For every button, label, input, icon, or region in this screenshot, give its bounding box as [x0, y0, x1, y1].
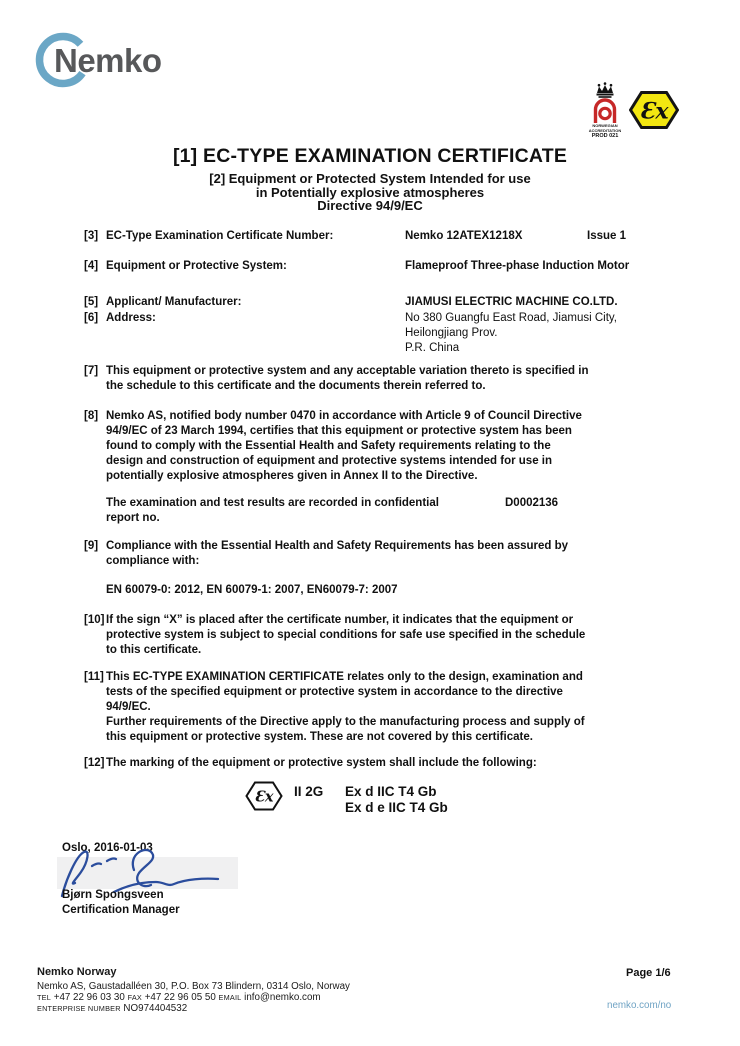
nemko-logo-text: Nemko — [54, 42, 162, 79]
item-number: [6] — [84, 312, 99, 324]
page-number: Page 1/6 — [626, 967, 671, 979]
tel-value: +47 22 96 03 30 — [53, 992, 125, 1003]
applicant-value: JIAMUSI ELECTRIC MACHINE CO.LTD. — [405, 296, 618, 308]
certificate-title: [1] EC-TYPE EXAMINATION CERTIFICATE — [172, 145, 568, 167]
item-number: [7] — [84, 365, 99, 377]
enterprise-value: NO974404532 — [123, 1003, 188, 1014]
norwegian-accreditation-mark-icon — [586, 82, 624, 140]
clause-9: [9] Compliance with the Essential Health and Safety Requirements has been assured by compliance with: — [84, 540, 569, 567]
website-link[interactable]: nemko.com/no — [607, 1000, 672, 1011]
item-number: [3] — [84, 230, 99, 242]
field-label: Equipment or Protective System: — [106, 260, 287, 272]
marking-ex-hexagon-icon — [245, 781, 283, 816]
certificate-title-block — [0, 145, 740, 213]
item-number: [8] — [84, 410, 99, 422]
email-label: EMAIL — [218, 993, 242, 1002]
clause-12: [12] The marking of the equipment or protective system shall include the following: — [84, 757, 537, 769]
fax-label: FAX — [127, 993, 142, 1002]
fax-value: +47 22 96 05 50 — [144, 992, 216, 1003]
tel-label: TEL — [37, 993, 51, 1002]
field-label: Address: — [106, 312, 156, 324]
signer-title: Certification Manager — [62, 904, 180, 916]
accreditation-prod-number: PROD 021 — [591, 133, 619, 139]
accreditation-label: NORWEGIAN ACCREDITATION — [588, 123, 622, 133]
item-number: [11] — [84, 671, 104, 683]
item-number: [12] — [84, 757, 105, 769]
confidential-report: The examination and test results are recorded in confidential report no. D0002136 — [106, 497, 559, 524]
item-number: [5] — [84, 296, 99, 308]
item-number: [4] — [84, 260, 99, 272]
field-label: Applicant/ Manufacturer: — [106, 296, 242, 308]
signer-name: Bjørn Spongsveen — [62, 889, 164, 901]
footer-company: Nemko Norway — [37, 966, 117, 978]
place-and-date: Oslo, 2016-01-03 — [62, 842, 153, 854]
title-subline-1: [2] Equipment or Protected System Intended for use — [209, 171, 531, 186]
issue-number: Issue 1 — [587, 230, 626, 242]
marking-category: II 2G — [294, 784, 324, 799]
title-subline-3: Directive 94/9/EC — [317, 198, 423, 213]
title-subline-2: in Potentially explosive atmospheres — [255, 184, 485, 200]
atex-ex-logo-icon — [629, 91, 679, 134]
footer-contact — [37, 992, 321, 1003]
certificate-number-value: Nemko 12ATEX1218X — [405, 230, 523, 242]
report-number: D0002136 — [505, 497, 559, 509]
equipment-value: Flameproof Three-phase Induction Motor — [405, 260, 630, 272]
marking-ex-glyph: Ɛx — [254, 788, 274, 806]
nemko-logo-icon — [33, 28, 208, 92]
standards-list: EN 60079-0: 2012, EN 60079-1: 2007, EN60079-7: 2007 — [106, 584, 398, 596]
address-value: No 380 Guangfu East Road, Jiamusi City, Heilongjiang Prov. P.R. China — [405, 312, 618, 354]
clause-8: [8] Nemko AS, notified body number 0470 in accordance with Article 9 of Council Directive 94/9/EC of 23 March 1994, certifies that this equipment or protective system has been found to comply with the Essential Health and Safety requirements relating to the design and construction of equipment and protective systems intended for use in potentially explosive atmospheres given in Annex II to the Directive. — [84, 410, 582, 482]
atex-ex-glyph: Ɛx — [639, 98, 669, 125]
item-number: [10] — [84, 614, 105, 626]
field-label: EC-Type Examination Certificate Number: — [106, 230, 334, 242]
item-number: [9] — [84, 540, 99, 552]
email-value: info@nemko.com — [244, 992, 321, 1003]
clause-10: [10] If the sign “X” is placed after the certificate number, it indicates that the equipment or protective system is subject to special conditions for safe use specified in the schedule to this certificate. — [84, 614, 586, 656]
enterprise-label: ENTERPRISE NUMBER — [37, 1004, 121, 1013]
footer-address: Nemko AS, Gaustadalléen 30, P.O. Box 73 Blindern, 0314 Oslo, Norway — [37, 981, 350, 992]
footer-enterprise — [37, 1003, 187, 1014]
clause-7: [7] This equipment or protective system and any acceptable variation thereto is specified in the schedule to this certificate and the documents therein referred to. — [84, 365, 589, 392]
clause-11: [11] This EC-TYPE EXAMINATION CERTIFICATE relates only to the design, examination and tests of the specified equipment or protective system in accordance to the directive 94/9/EC. Further requirements of the Directive apply to the manufacturing process and supply of this equipment or protective system. These are not covered by this certificate. — [84, 671, 585, 743]
marking-codes: Ex d IIC T4 Gb Ex d e IIC T4 Gb — [345, 784, 448, 815]
